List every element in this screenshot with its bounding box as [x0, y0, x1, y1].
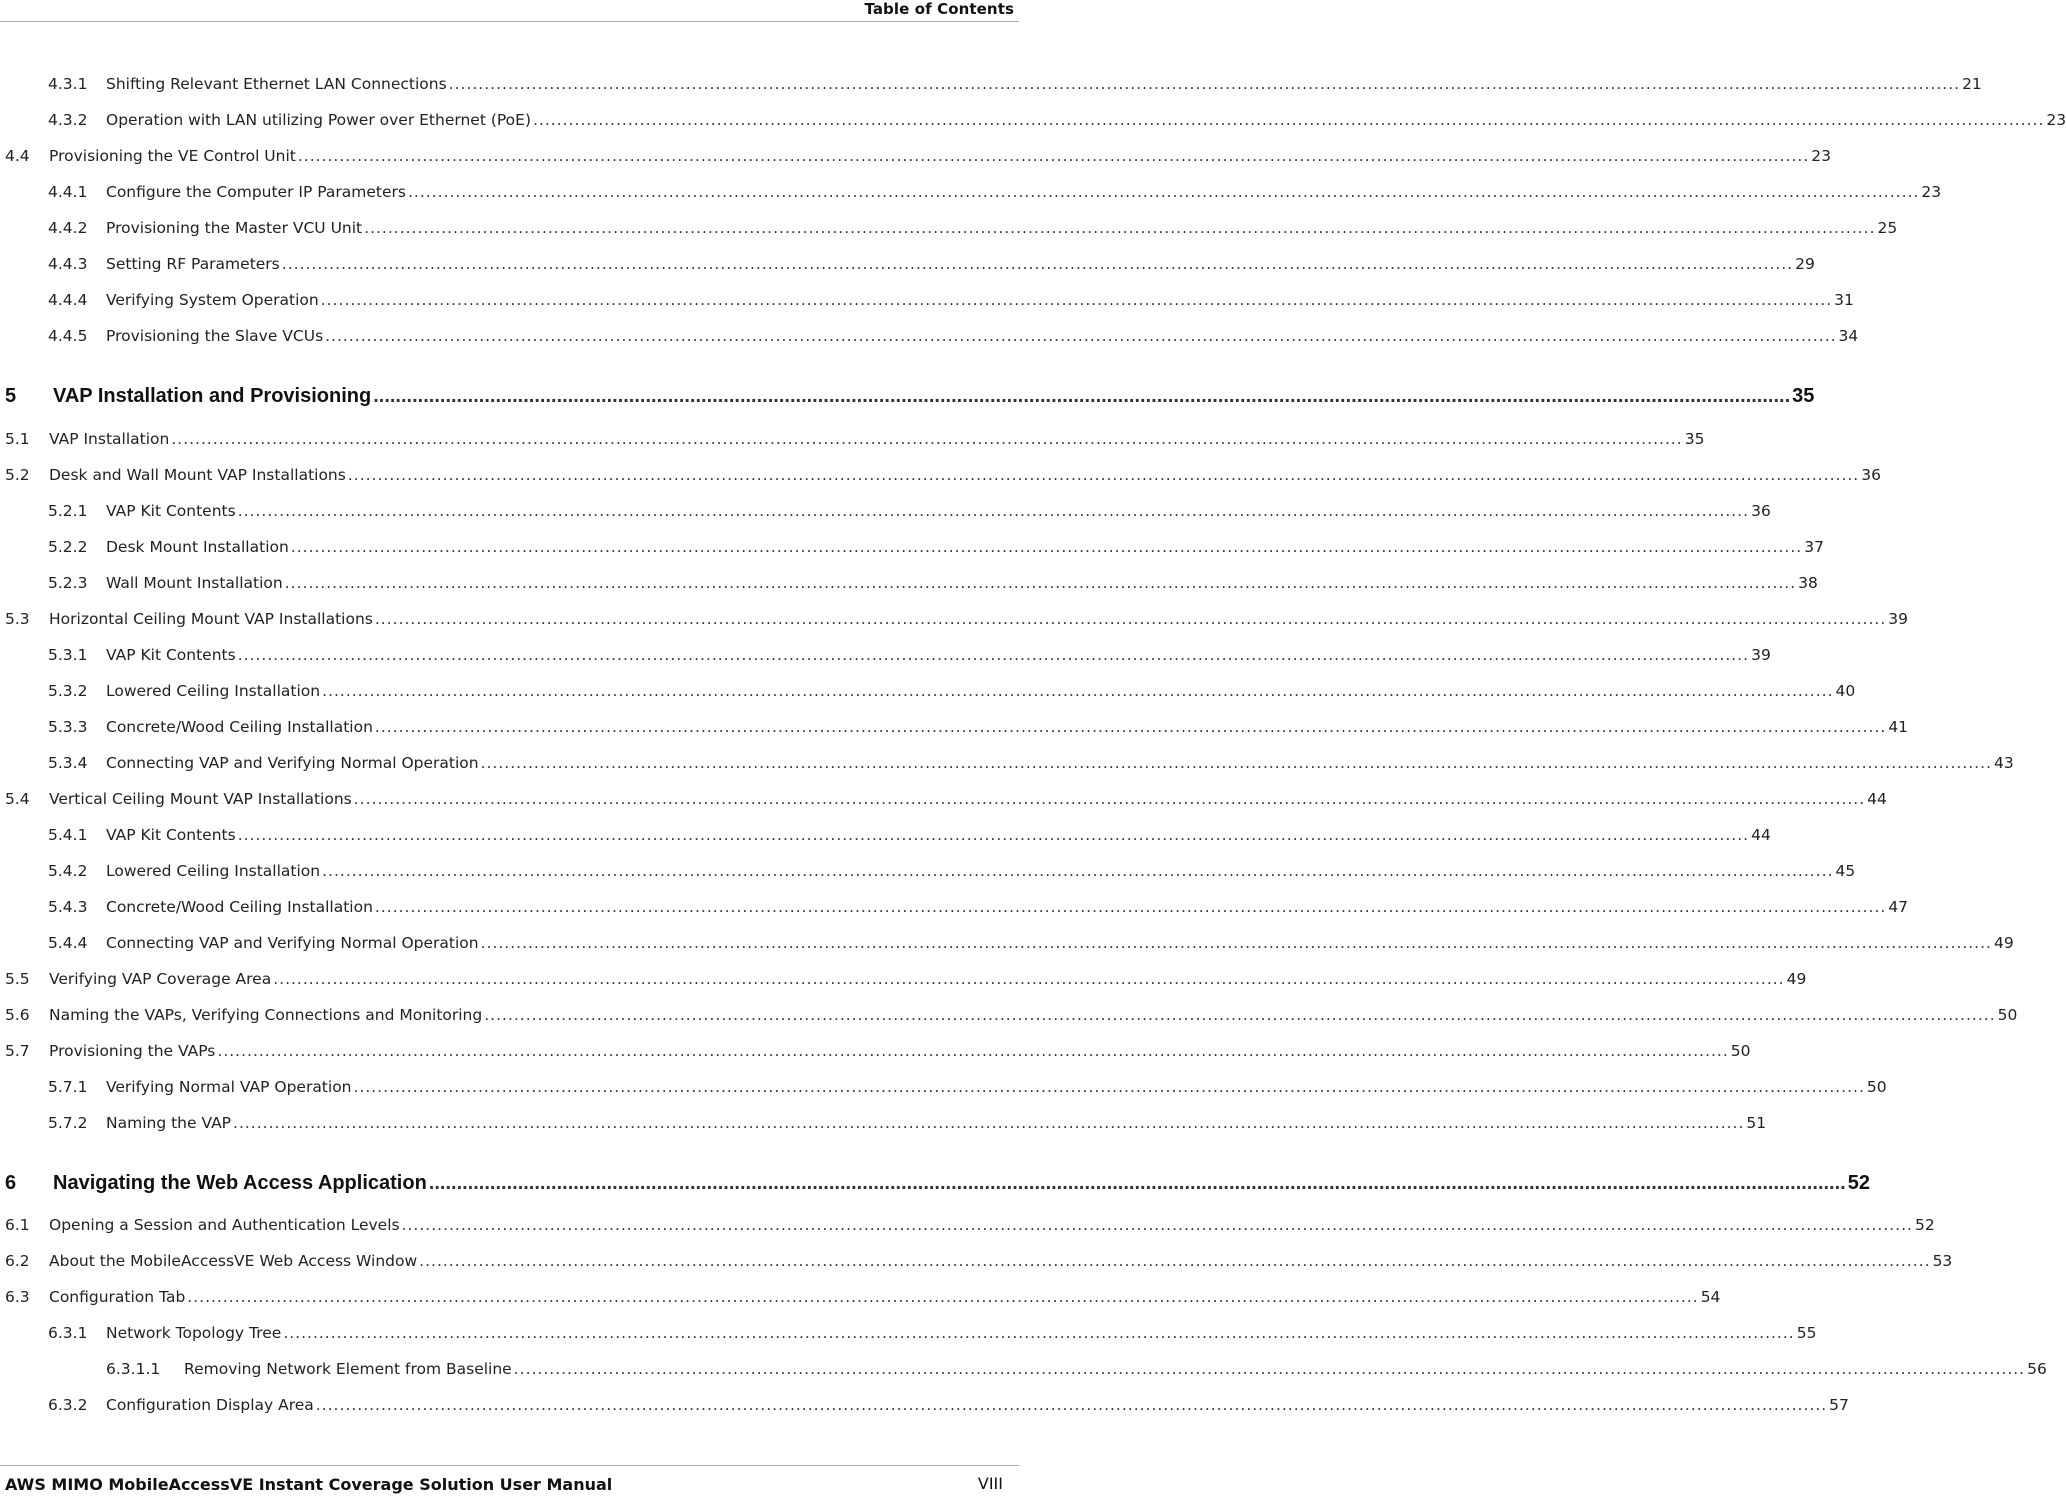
- toc-entry-page: 39: [1751, 646, 1771, 664]
- toc-entry-title: Provisioning the Master VCU Unit: [106, 219, 363, 237]
- toc-entry-number: 5.4.1: [48, 826, 88, 844]
- toc-entry[interactable]: [0, 1355, 2047, 1379]
- toc-entry-number: 4.4.1: [48, 183, 88, 201]
- toc-entry-number: 5.3.1: [48, 646, 88, 664]
- toc-entry-page: 23: [1811, 147, 1831, 165]
- toc-entry[interactable]: [0, 749, 2014, 773]
- toc-entry-number: 5.2: [5, 466, 30, 484]
- toc-entry-title: Configuration Tab: [49, 1288, 186, 1306]
- toc-entry-number: 6.3.2: [48, 1396, 88, 1414]
- toc-entry-number: 5.2.1: [48, 502, 88, 520]
- toc-entry[interactable]: [0, 677, 1856, 701]
- toc-entry[interactable]: [0, 322, 1859, 346]
- toc-entry-page: 37: [1804, 538, 1824, 556]
- toc-entry-title: Naming the VAPs, Verifying Connections and Monitoring: [49, 1006, 483, 1024]
- toc-entry-page: 53: [1932, 1252, 1953, 1270]
- toc-entry[interactable]: [0, 1073, 1887, 1097]
- toc-entry-page: 43: [1993, 754, 2014, 772]
- toc-entry-title: Connecting VAP and Verifying Normal Operation: [106, 934, 479, 952]
- toc-entry-number: 5.7: [5, 1042, 30, 1060]
- toc-entry[interactable]: [0, 821, 1771, 845]
- dot-leader: [484, 1005, 1995, 1025]
- dot-leader: [321, 290, 1832, 310]
- toc-entry-page: 49: [1786, 970, 1807, 988]
- toc-entry-number: 5.3.3: [48, 718, 88, 736]
- toc-entry[interactable]: [0, 1391, 1849, 1415]
- toc-entry[interactable]: [0, 641, 1771, 665]
- dot-leader: [449, 74, 1960, 94]
- dot-leader: [238, 645, 1749, 665]
- toc-entry[interactable]: [0, 533, 1824, 557]
- dot-leader: [291, 537, 1802, 557]
- toc-entry-title: Lowered Ceiling Installation: [106, 682, 321, 700]
- toc-entry-title: Configure the Computer IP Parameters: [106, 183, 406, 201]
- dot-leader: [233, 1113, 1744, 1133]
- toc-entry-page: 39: [1888, 610, 1908, 628]
- toc-entry[interactable]: [0, 497, 1771, 521]
- dot-leader: [375, 717, 1886, 737]
- dot-leader: [238, 825, 1749, 845]
- toc-entry-number: 6.3.1: [48, 1324, 88, 1342]
- toc-entry-number: 6.3.1.1: [106, 1360, 161, 1378]
- toc-entry-number: 5.3.2: [48, 682, 88, 700]
- toc-entry-page: 45: [1835, 862, 1856, 880]
- toc-entry-page: 49: [1993, 934, 2014, 952]
- toc-entry-title: Connecting VAP and Verifying Normal Operation: [106, 754, 479, 772]
- toc-entry[interactable]: [0, 461, 1881, 485]
- toc-entry[interactable]: [0, 1283, 1721, 1307]
- dot-leader: [282, 254, 1793, 274]
- dot-leader: [298, 146, 1809, 166]
- toc-entry[interactable]: [0, 250, 1815, 274]
- toc-entry-number: 5.7.1: [48, 1078, 88, 1096]
- dot-leader: [408, 182, 1919, 202]
- dot-leader: [348, 465, 1859, 485]
- toc-entry-number: 4.3.1: [48, 75, 88, 93]
- toc-entry-title: Network Topology Tree: [106, 1324, 282, 1342]
- footer-document-title: AWS MIMO MobileAccessVE Instant Coverage Solution User Manual: [5, 1475, 613, 1494]
- toc-entry-title: Provisioning the VAPs: [49, 1042, 216, 1060]
- toc-entry[interactable]: [0, 605, 1908, 629]
- toc-entry-title: VAP Installation and Provisioning: [53, 385, 372, 407]
- toc-entry-number: 5.4: [5, 790, 30, 808]
- dot-leader: [402, 1215, 1913, 1235]
- toc-entry[interactable]: [0, 1165, 1870, 1194]
- header-divider: [0, 21, 1019, 22]
- dot-leader: [322, 681, 1833, 701]
- dot-leader: [354, 789, 1865, 809]
- toc-entry-title: Shifting Relevant Ethernet LAN Connections: [106, 75, 447, 93]
- toc-entry[interactable]: [0, 785, 1887, 809]
- toc-entry-number: 5.3: [5, 610, 30, 628]
- toc-entry[interactable]: [0, 965, 1807, 989]
- toc-entry-page: 40: [1835, 682, 1856, 700]
- toc-entry[interactable]: [0, 425, 1705, 449]
- toc-entry-title: VAP Kit Contents: [106, 826, 236, 844]
- toc-entry-number: 4.4: [5, 147, 30, 165]
- dot-leader: [316, 1395, 1827, 1415]
- toc-entry-number: 6.3: [5, 1288, 30, 1306]
- toc-entry-page: 57: [1829, 1396, 1849, 1414]
- toc-entry-number: 5.2.3: [48, 574, 88, 592]
- toc-entry-title: Horizontal Ceiling Mount VAP Installations: [49, 610, 373, 628]
- toc-entry-page: 35: [1684, 430, 1705, 448]
- toc-entry-title: Lowered Ceiling Installation: [106, 862, 321, 880]
- dot-leader: [375, 897, 1886, 917]
- toc-entry-page: 54: [1700, 1288, 1721, 1306]
- toc-entry-title: Provisioning the VE Control Unit: [49, 147, 296, 165]
- toc-entry-title: Configuration Display Area: [106, 1396, 314, 1414]
- toc-entry-number: 5.4.3: [48, 898, 88, 916]
- toc-entry-title: Verifying VAP Coverage Area: [49, 970, 272, 988]
- toc-entry[interactable]: [0, 70, 1982, 94]
- toc-entry-page: 36: [1751, 502, 1771, 520]
- toc-entry[interactable]: [0, 1319, 1817, 1343]
- dot-leader: [514, 1359, 2025, 1379]
- toc-entry-title: About the MobileAccessVE Web Access Window: [49, 1252, 418, 1270]
- toc-entry[interactable]: [0, 1109, 1767, 1133]
- toc-entry-page: 51: [1746, 1114, 1767, 1132]
- toc-entry-page: 44: [1751, 826, 1771, 844]
- dot-leader: [187, 1287, 1698, 1307]
- toc-entry-page: 44: [1867, 790, 1887, 808]
- toc-entry-title: VAP Installation: [49, 430, 170, 448]
- toc-entry[interactable]: [0, 178, 1942, 202]
- dot-leader: [419, 1251, 1930, 1271]
- dot-leader: [373, 386, 1790, 406]
- toc-entry[interactable]: [0, 1211, 1935, 1235]
- dot-leader: [285, 573, 1796, 593]
- toc-entry-number: 4.4.2: [48, 219, 88, 237]
- dot-leader: [533, 110, 2044, 130]
- toc-entry-number: 4.3.2: [48, 111, 88, 129]
- toc-entry[interactable]: [0, 857, 1856, 881]
- toc-entry-number: 5.4.4: [48, 934, 88, 952]
- toc-entry-page: 31: [1834, 291, 1854, 309]
- toc-entry[interactable]: [0, 713, 1909, 737]
- toc-entry-page: 41: [1888, 718, 1909, 736]
- toc-entry-page: 55: [1796, 1324, 1817, 1342]
- toc-entry-number: 4.4.5: [48, 327, 88, 345]
- toc-entry-title: Concrete/Wood Ceiling Installation: [106, 898, 373, 916]
- toc-entry-number: 5.6: [5, 1006, 30, 1024]
- toc-entry-title: VAP Kit Contents: [106, 646, 236, 664]
- toc-entry-title: Verifying Normal VAP Operation: [106, 1078, 352, 1096]
- dot-leader: [354, 1077, 1865, 1097]
- dot-leader: [217, 1041, 1728, 1061]
- toc-entry[interactable]: [0, 893, 1909, 917]
- toc-entry-title: Naming the VAP: [106, 1114, 232, 1132]
- footer-divider: [0, 1465, 1019, 1466]
- toc-entry-number: 6.1: [5, 1216, 30, 1234]
- toc-entry-page: 52: [1847, 1172, 1870, 1194]
- footer-page-number: VIII: [977, 1474, 1003, 1493]
- toc-entry-page: 25: [1877, 219, 1898, 237]
- toc-entry[interactable]: [0, 214, 1898, 238]
- toc-entry-title: Provisioning the Slave VCUs: [106, 327, 324, 345]
- toc-entry-title: Desk Mount Installation: [106, 538, 289, 556]
- toc-entry-number: 5.7.2: [48, 1114, 88, 1132]
- dot-leader: [481, 753, 1992, 773]
- toc-entry[interactable]: [0, 569, 1818, 593]
- toc-entry[interactable]: [0, 142, 1831, 166]
- toc-entry-page: 34: [1838, 327, 1859, 345]
- toc-entry-page: 47: [1888, 898, 1909, 916]
- toc-entry-page: 50: [1730, 1042, 1751, 1060]
- toc-entry-page: 50: [1997, 1006, 2018, 1024]
- toc-entry[interactable]: [0, 1037, 1751, 1061]
- toc-entry-number: 5.3.4: [48, 754, 88, 772]
- toc-entry[interactable]: [0, 286, 1854, 310]
- toc-entry-page: 56: [2027, 1360, 2047, 1378]
- toc-entry-title: Verifying System Operation: [106, 291, 319, 309]
- toc-entry[interactable]: [0, 1001, 2018, 1025]
- toc-entry-title: Concrete/Wood Ceiling Installation: [106, 718, 373, 736]
- toc-entry-title: Navigating the Web Access Application: [53, 1172, 427, 1194]
- toc-entry[interactable]: [0, 1247, 1953, 1271]
- toc-entry-number: 4.4.4: [48, 291, 88, 309]
- toc-entry[interactable]: [0, 929, 2014, 953]
- toc-entry-number: 5.4.2: [48, 862, 88, 880]
- toc-entry[interactable]: [0, 378, 1815, 407]
- toc-entry-number: 5.5: [5, 970, 30, 988]
- toc-entry-number: 6: [5, 1172, 17, 1194]
- toc-entry-page: 23: [2046, 111, 2066, 129]
- dot-leader: [325, 326, 1836, 346]
- toc-entry-page: 23: [1921, 183, 1942, 201]
- toc-entry-page: 29: [1795, 255, 1815, 273]
- dot-leader: [273, 969, 1784, 989]
- running-header-title: Table of Contents: [864, 0, 1014, 18]
- toc-entry-title: VAP Kit Contents: [106, 502, 236, 520]
- toc-entry-title: Wall Mount Installation: [106, 574, 283, 592]
- toc-entry-number: 5.2.2: [48, 538, 88, 556]
- dot-leader: [238, 501, 1749, 521]
- dot-leader: [364, 218, 1875, 238]
- toc-entry-title: Opening a Session and Authentication Levels: [49, 1216, 400, 1234]
- toc-entry-number: 5: [5, 385, 17, 407]
- toc-entry-number: 4.4.3: [48, 255, 88, 273]
- toc-entry-page: 50: [1866, 1078, 1887, 1096]
- dot-leader: [429, 1173, 1846, 1193]
- toc-entry-page: 21: [1962, 75, 1982, 93]
- toc-entry-title: Removing Network Element from Baseline: [184, 1360, 512, 1378]
- dot-leader: [171, 429, 1682, 449]
- toc-entry-page: 52: [1914, 1216, 1935, 1234]
- dot-leader: [322, 861, 1833, 881]
- toc-entry-page: 35: [1792, 385, 1815, 407]
- dot-leader: [481, 933, 1992, 953]
- dot-leader: [283, 1323, 1794, 1343]
- toc-entry-number: 5.1: [5, 430, 30, 448]
- toc-entry[interactable]: [0, 106, 2066, 130]
- toc-entry-title: Desk and Wall Mount VAP Installations: [49, 466, 346, 484]
- toc-entry-title: Setting RF Parameters: [106, 255, 280, 273]
- toc-entry-page: 36: [1861, 466, 1881, 484]
- toc-entry-title: Vertical Ceiling Mount VAP Installations: [49, 790, 352, 808]
- toc-entry-page: 38: [1798, 574, 1818, 592]
- toc-entry-title: Operation with LAN utilizing Power over Ethernet (PoE): [106, 111, 531, 129]
- toc-entry-number: 6.2: [5, 1252, 30, 1270]
- dot-leader: [375, 609, 1886, 629]
